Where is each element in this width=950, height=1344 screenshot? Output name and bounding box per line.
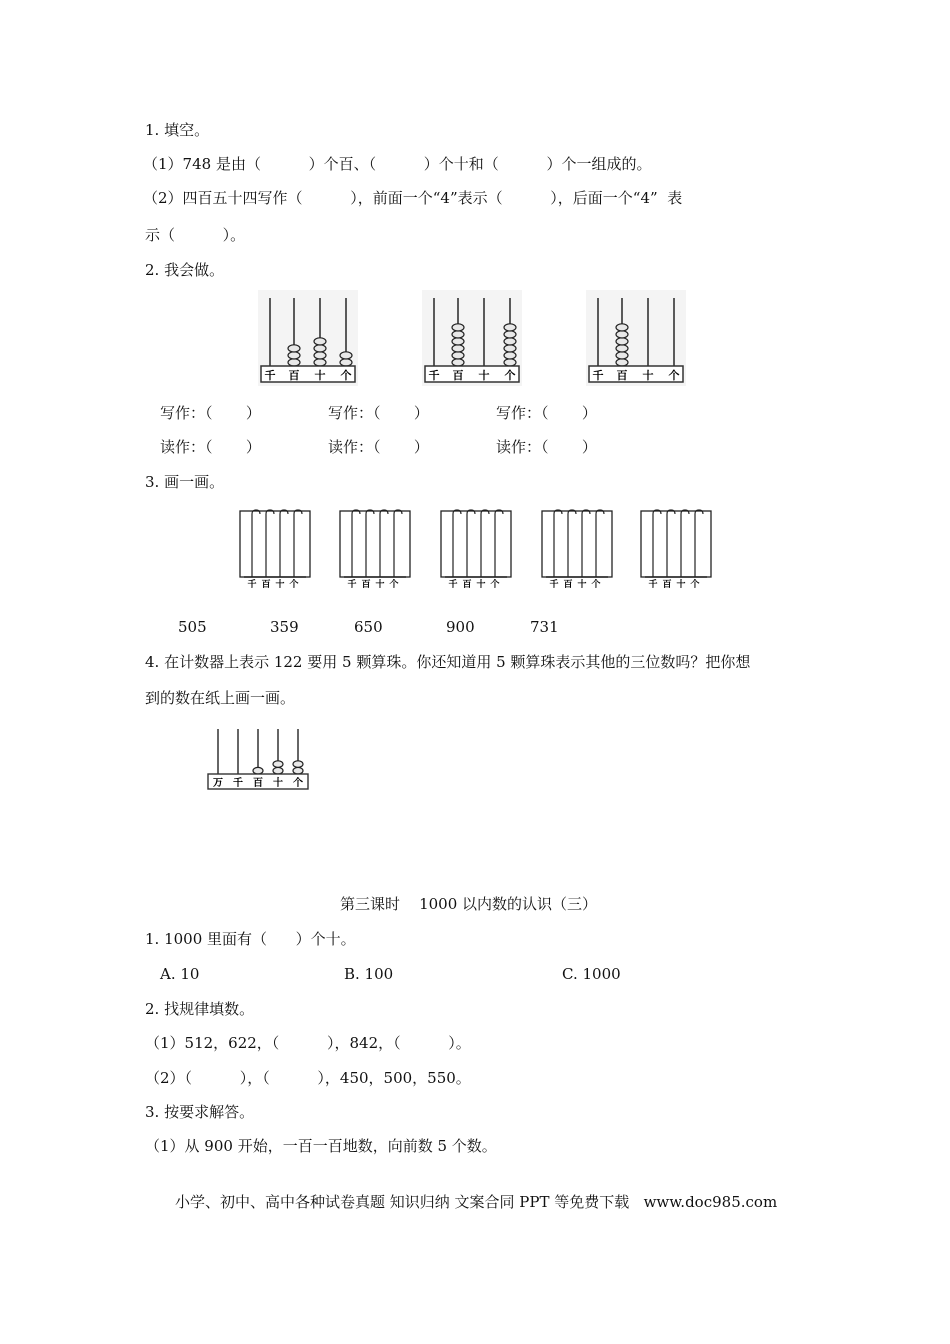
abacus-b-label-tens: 十	[478, 369, 490, 382]
number-650: 650	[354, 618, 383, 636]
counter-1-label-ones: 个	[289, 580, 299, 590]
abacus-a-bead	[314, 345, 326, 352]
abacus-b-bead	[504, 331, 516, 338]
number-731: 731	[530, 618, 559, 636]
abacus-a-label-hundreds: 百	[288, 369, 300, 382]
abacus-c-bead	[616, 345, 628, 352]
abacus-q4	[205, 726, 311, 792]
s2-q1-option-c: C. 1000	[562, 965, 621, 983]
abacus-b-bead	[452, 352, 464, 359]
abacus-q4-bead	[293, 767, 303, 774]
q1-title: 1. 填空。	[145, 121, 210, 139]
abacus-a	[258, 290, 358, 386]
q1-part1: （1）748 是由（ ）个百、（ ）个十和（ ）个一组成的。	[143, 155, 652, 173]
counter-2-label-ones: 个	[389, 580, 399, 590]
counter-5-label-hundreds: 百	[662, 580, 672, 590]
counter-4-label-thousands: 千	[549, 580, 559, 590]
abacus-a-label-tens: 十	[314, 369, 326, 382]
abacus-b-bead	[504, 359, 516, 366]
empty-counter-2	[338, 506, 412, 590]
counter-4-label-tens: 十	[577, 580, 587, 590]
lesson-heading: 第三课时 1000 以内数的认识（三）	[340, 895, 598, 913]
abacus-b-bead	[504, 338, 516, 345]
counter-5-label-ones: 个	[690, 580, 700, 590]
counter-3-label-tens: 十	[476, 580, 486, 590]
empty-counter-4	[540, 506, 614, 590]
abacus-c-bead	[616, 331, 628, 338]
abacus-q4-bead	[293, 761, 303, 768]
abacus-c-label-ones: 个	[668, 369, 680, 382]
counter-1-label-hundreds: 百	[261, 580, 271, 590]
s2-q2-part2: （2）（ ），（ ），450，500，550。	[145, 1069, 471, 1087]
abacus-c	[586, 290, 686, 386]
abacus-b-label-thousands: 千	[428, 369, 440, 382]
abacus-b-label-hundreds: 百	[452, 369, 464, 382]
empty-counter-3	[439, 506, 513, 590]
q2-title: 2. 我会做。	[145, 261, 225, 279]
write-blank-c: 写作：（ ）	[496, 404, 597, 422]
abacus-a-bead	[340, 352, 352, 359]
write-blank-b: 写作：（ ）	[328, 404, 429, 422]
abacus-q4-label-ten-thousands: 万	[213, 778, 223, 789]
abacus-a-label-thousands: 千	[264, 369, 276, 382]
s2-q1: 1. 1000 里面有（ ）个十。	[145, 930, 356, 948]
abacus-q4-bead	[253, 767, 263, 774]
counter-5-label-tens: 十	[676, 580, 686, 590]
read-blank-a: 读作：（ ）	[160, 438, 261, 456]
abacus-q4-label-ones: 个	[293, 778, 303, 789]
abacus-b-bead	[452, 359, 464, 366]
counter-3-label-ones: 个	[490, 580, 500, 590]
q1-part2: （2）四百五十四写作（ ），前面一个“4”表示（ ），后面一个“4” 表	[143, 189, 683, 207]
counter-2-label-thousands: 千	[347, 580, 357, 590]
abacus-c-label-hundreds: 百	[616, 369, 628, 382]
number-359: 359	[270, 618, 299, 636]
empty-counter-1	[238, 506, 312, 590]
q3-title: 3. 画一画。	[145, 473, 225, 491]
s2-q2-part1: （1）512，622，（ ），842，（ ）。	[145, 1034, 471, 1052]
abacus-a-bead	[314, 352, 326, 359]
abacus-b-bead	[452, 338, 464, 345]
abacus-b-bead	[504, 324, 516, 331]
abacus-a-bead	[340, 359, 352, 366]
counter-3-label-hundreds: 百	[462, 580, 472, 590]
abacus-q4-label-thousands: 千	[233, 778, 243, 789]
abacus-q4-bead	[273, 761, 283, 768]
abacus-b-bead	[504, 345, 516, 352]
s2-q3-title: 3. 按要求解答。	[145, 1103, 255, 1121]
abacus-q4-label-tens: 十	[273, 778, 283, 789]
abacus-a-bead	[288, 352, 300, 359]
number-505: 505	[178, 618, 207, 636]
abacus-b-bead	[452, 324, 464, 331]
read-blank-c: 读作：（ ）	[496, 438, 597, 456]
abacus-q4-label-hundreds: 百	[253, 778, 263, 789]
footer-text: 小学、初中、高中各种试卷真题 知识归纳 文案合同 PPT 等免费下载 www.doc985.com	[175, 1193, 778, 1211]
abacus-c-bead	[616, 324, 628, 331]
abacus-a-label-ones: 个	[340, 369, 352, 382]
q4-line2: 到的数在纸上画一画。	[145, 689, 296, 707]
abacus-b	[422, 290, 522, 386]
number-900: 900	[446, 618, 475, 636]
counter-5-label-thousands: 千	[648, 580, 658, 590]
abacus-a-bead	[288, 345, 300, 352]
abacus-c-label-thousands: 千	[592, 369, 604, 382]
q4-line1: 4. 在计数器上表示 122 要用 5 颗算珠。你还知道用 5 颗算珠表示其他的三位数吗？把你想	[145, 653, 751, 671]
abacus-a-bead	[314, 338, 326, 345]
abacus-c-bead	[616, 338, 628, 345]
abacus-b-bead	[452, 331, 464, 338]
write-blank-a: 写作：（ ）	[160, 404, 261, 422]
read-blank-b: 读作：（ ）	[328, 438, 429, 456]
abacus-b-label-ones: 个	[504, 369, 516, 382]
counter-1-label-tens: 十	[275, 580, 285, 590]
s2-q1-option-a: A. 10	[160, 965, 200, 983]
counter-3-label-thousands: 千	[448, 580, 458, 590]
counter-2-label-hundreds: 百	[361, 580, 371, 590]
abacus-q4-bead	[273, 767, 283, 774]
s2-q1-option-b: B. 100	[344, 965, 394, 983]
abacus-c-bead	[616, 359, 628, 366]
counter-4-label-ones: 个	[591, 580, 601, 590]
abacus-b-bead	[504, 352, 516, 359]
abacus-c-bead	[616, 352, 628, 359]
counter-1-label-thousands: 千	[247, 580, 257, 590]
abacus-a-bead	[314, 359, 326, 366]
empty-counter-5	[639, 506, 713, 590]
abacus-b-bead	[452, 345, 464, 352]
abacus-a-bead	[288, 359, 300, 366]
counter-4-label-hundreds: 百	[563, 580, 573, 590]
s2-q2-title: 2. 找规律填数。	[145, 1000, 255, 1018]
s2-q3-part1: （1）从 900 开始，一百一百地数，向前数 5 个数。	[145, 1137, 497, 1155]
q1-part2-cont: 示（ ）。	[145, 226, 246, 244]
counter-2-label-tens: 十	[375, 580, 385, 590]
abacus-c-label-tens: 十	[642, 369, 654, 382]
